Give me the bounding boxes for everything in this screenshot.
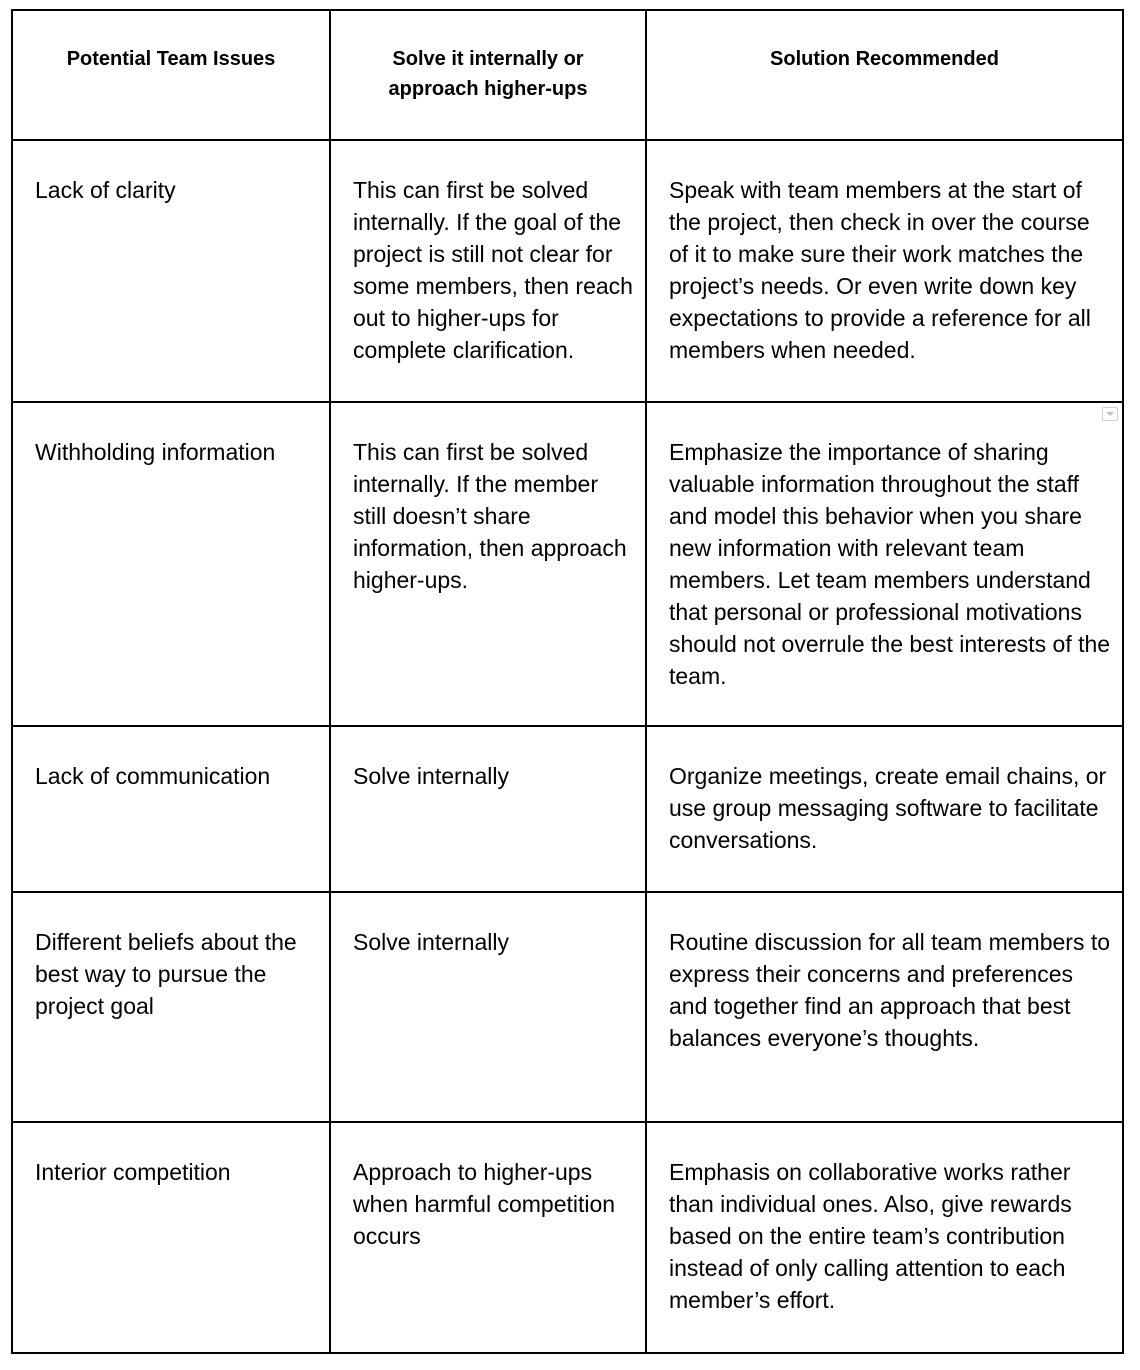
- issue-cell[interactable]: Interior competition: [12, 1122, 330, 1353]
- team-issues-table: [11, 9, 1124, 1354]
- table-row: [12, 726, 1123, 892]
- solution-cell[interactable]: Emphasis on collaborative works rather than individual ones. Also, give rewards based on the entire team’s contribution instead of only calling attention to each member’s effort.: [646, 1122, 1123, 1353]
- table-row: [12, 892, 1123, 1122]
- solution-text: Emphasize the importance of sharing valuable information throughout the staff and model this behavior when you share new information with relevant team members. Let team members understand that personal or professional motivations should not overrule the best interests of the team.: [669, 439, 1111, 689]
- issue-cell[interactable]: Lack of communication: [12, 726, 330, 892]
- table-row: [12, 1122, 1123, 1353]
- solution-cell-with-dropdown[interactable]: [646, 402, 1123, 726]
- issue-cell[interactable]: Withholding information: [12, 402, 330, 726]
- approach-cell[interactable]: Approach to higher-ups when harmful competition occurs: [330, 1122, 646, 1353]
- header-row: [12, 10, 1123, 140]
- cell-dropdown-icon[interactable]: [1102, 407, 1118, 421]
- approach-cell[interactable]: Solve internally: [330, 892, 646, 1122]
- header-solve-or-approach: Solve it internally or approach higher-ups: [330, 10, 646, 140]
- issue-cell[interactable]: Lack of clarity: [12, 140, 330, 402]
- solution-cell[interactable]: Routine discussion for all team members to express their concerns and preferences and together find an approach that best balances everyone’s thoughts.: [646, 892, 1123, 1122]
- approach-cell[interactable]: This can first be solved internally. If the goal of the project is still not clear for some members, then reach out to higher-ups for complete clarification.: [330, 140, 646, 402]
- table-row: [12, 402, 1123, 726]
- issue-cell[interactable]: Different beliefs about the best way to pursue the project goal: [12, 892, 330, 1122]
- header-potential-team-issues: Potential Team Issues: [12, 10, 330, 140]
- approach-cell[interactable]: This can first be solved internally. If the member still doesn’t share information, then approach higher-ups.: [330, 402, 646, 726]
- header-solution-recommended: Solution Recommended: [646, 10, 1123, 140]
- table-row: [12, 140, 1123, 402]
- approach-cell[interactable]: Solve internally: [330, 726, 646, 892]
- solution-cell[interactable]: Organize meetings, create email chains, or use group messaging software to facilitate conversations.: [646, 726, 1123, 892]
- solution-cell[interactable]: Speak with team members at the start of the project, then check in over the course of it to make sure their work matches the project’s needs. Or even write down key expectations to provide a reference for all members when needed.: [646, 140, 1123, 402]
